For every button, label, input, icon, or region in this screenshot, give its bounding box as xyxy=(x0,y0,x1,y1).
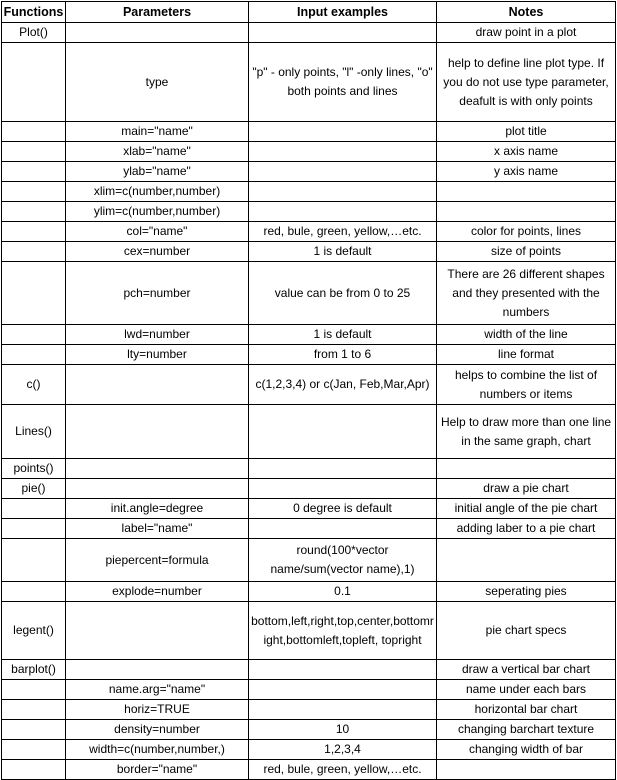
table-row xyxy=(2,162,616,182)
cell-parameter: main="name" xyxy=(66,122,249,142)
cell-input xyxy=(249,680,437,700)
cell-notes: helps to combine the list of numbers or items xyxy=(437,365,616,405)
table-row xyxy=(2,459,616,479)
cell-function xyxy=(2,43,66,122)
table-row xyxy=(2,182,616,202)
cell-function xyxy=(2,345,66,365)
cell-notes: There are 26 different shapes and they presented with the numbers xyxy=(437,262,616,325)
col-header-notes: Notes xyxy=(437,2,616,23)
cell-notes xyxy=(437,182,616,202)
cell-function: legent() xyxy=(2,602,66,660)
cell-input: 1 is default xyxy=(249,242,437,262)
cell-notes: line format xyxy=(437,345,616,365)
table-row xyxy=(2,345,616,365)
table-row xyxy=(2,519,616,539)
cell-notes: x axis name xyxy=(437,142,616,162)
cell-function: Lines() xyxy=(2,405,66,459)
table-row xyxy=(2,242,616,262)
cell-parameter xyxy=(66,23,249,43)
cell-parameter: lwd=number xyxy=(66,325,249,345)
cell-function: barplot() xyxy=(2,660,66,680)
table-row xyxy=(2,602,616,660)
col-header-parameters: Parameters xyxy=(66,2,249,23)
cell-parameter: init.angle=degree xyxy=(66,499,249,519)
cell-input: value can be from 0 to 25 xyxy=(249,262,437,325)
cell-parameter xyxy=(66,459,249,479)
cell-notes xyxy=(437,202,616,222)
cell-input: 1,2,3,4 xyxy=(249,740,437,760)
table-row xyxy=(2,479,616,499)
cell-input xyxy=(249,142,437,162)
cell-notes xyxy=(437,539,616,582)
table-row xyxy=(2,660,616,680)
cell-parameter: col="name" xyxy=(66,222,249,242)
cell-parameter: cex=number xyxy=(66,242,249,262)
table-row xyxy=(2,582,616,602)
cell-input xyxy=(249,519,437,539)
cell-parameter: type xyxy=(66,43,249,122)
cell-parameter: horiz=TRUE xyxy=(66,700,249,720)
cell-function xyxy=(2,519,66,539)
table-row xyxy=(2,720,616,740)
table-row xyxy=(2,740,616,760)
cell-parameter: lty=number xyxy=(66,345,249,365)
cell-notes: horizontal bar chart xyxy=(437,700,616,720)
cell-parameter: ylim=c(number,number) xyxy=(66,202,249,222)
cell-function: pie() xyxy=(2,479,66,499)
table-row xyxy=(2,122,616,142)
cell-notes: adding laber to a pie chart xyxy=(437,519,616,539)
cell-input xyxy=(249,122,437,142)
cell-notes: draw a pie chart xyxy=(437,479,616,499)
cell-function xyxy=(2,680,66,700)
cell-parameter xyxy=(66,405,249,459)
cell-notes: changing barchart texture xyxy=(437,720,616,740)
cell-parameter: name.arg="name" xyxy=(66,680,249,700)
cell-function xyxy=(2,760,66,780)
table-row xyxy=(2,365,616,405)
cell-notes: Help to draw more than one line in the same graph, chart xyxy=(437,405,616,459)
table-row xyxy=(2,499,616,519)
cell-parameter: xlab="name" xyxy=(66,142,249,162)
cell-function xyxy=(2,222,66,242)
cell-input: red, bule, green, yellow,…etc. xyxy=(249,760,437,780)
cell-input: 0.1 xyxy=(249,582,437,602)
cell-input: round(100*vector name/sum(vector name),1) xyxy=(249,539,437,582)
cell-notes: seperating pies xyxy=(437,582,616,602)
cell-parameter xyxy=(66,602,249,660)
cell-function: Plot() xyxy=(2,23,66,43)
table-row xyxy=(2,142,616,162)
cell-function xyxy=(2,740,66,760)
cell-function xyxy=(2,182,66,202)
cell-parameter: xlim=c(number,number) xyxy=(66,182,249,202)
cell-notes: changing width of bar xyxy=(437,740,616,760)
cell-input xyxy=(249,202,437,222)
cell-notes xyxy=(437,760,616,780)
cell-parameter xyxy=(66,479,249,499)
table-row xyxy=(2,202,616,222)
cell-input xyxy=(249,182,437,202)
cell-notes: pie chart specs xyxy=(437,602,616,660)
cell-function xyxy=(2,325,66,345)
cell-input: red, bule, green, yellow,…etc. xyxy=(249,222,437,242)
cell-input: bottom,left,right,top,center,bottomright,bottomleft,topleft, topright xyxy=(249,602,437,660)
cell-parameter xyxy=(66,660,249,680)
cell-notes: size of points xyxy=(437,242,616,262)
table-row xyxy=(2,405,616,459)
table-row xyxy=(2,680,616,700)
table-row xyxy=(2,23,616,43)
cell-input xyxy=(249,405,437,459)
cell-notes: name under each bars xyxy=(437,680,616,700)
cell-function xyxy=(2,582,66,602)
cell-notes: help to define line plot type. If you do not use type parameter, deafult is with only points xyxy=(437,43,616,122)
cell-input: c(1,2,3,4) or c(Jan, Feb,Mar,Apr) xyxy=(249,365,437,405)
cell-function xyxy=(2,202,66,222)
cell-function xyxy=(2,162,66,182)
table-row xyxy=(2,539,616,582)
cell-function xyxy=(2,499,66,519)
cell-input: from 1 to 6 xyxy=(249,345,437,365)
col-header-input-examples: Input examples xyxy=(249,2,437,23)
cell-function xyxy=(2,720,66,740)
cell-function xyxy=(2,242,66,262)
cell-function xyxy=(2,700,66,720)
cell-notes: width of the line xyxy=(437,325,616,345)
cell-parameter: pch=number xyxy=(66,262,249,325)
cell-notes: plot title xyxy=(437,122,616,142)
cell-input xyxy=(249,479,437,499)
cell-parameter: label="name" xyxy=(66,519,249,539)
cell-input: 0 degree is default xyxy=(249,499,437,519)
cell-input xyxy=(249,23,437,43)
cell-parameter: explode=number xyxy=(66,582,249,602)
cell-function xyxy=(2,539,66,582)
header-row xyxy=(2,2,616,23)
cell-notes: draw a vertical bar chart xyxy=(437,660,616,680)
cell-function xyxy=(2,122,66,142)
cell-function xyxy=(2,262,66,325)
cell-input: "p" - only points, "l" -only lines, "o" both points and lines xyxy=(249,43,437,122)
cell-notes: initial angle of the pie chart xyxy=(437,499,616,519)
cell-input xyxy=(249,162,437,182)
cell-input: 1 is default xyxy=(249,325,437,345)
cell-parameter: ylab="name" xyxy=(66,162,249,182)
table-row xyxy=(2,222,616,242)
cell-function xyxy=(2,142,66,162)
cell-input xyxy=(249,700,437,720)
table-row xyxy=(2,262,616,325)
cell-notes: color for points, lines xyxy=(437,222,616,242)
cell-function: c() xyxy=(2,365,66,405)
cell-input: 10 xyxy=(249,720,437,740)
cell-notes xyxy=(437,459,616,479)
cell-input xyxy=(249,459,437,479)
r-functions-reference-table xyxy=(1,1,616,780)
cell-function: points() xyxy=(2,459,66,479)
cell-parameter: density=number xyxy=(66,720,249,740)
cell-parameter xyxy=(66,365,249,405)
table-row xyxy=(2,43,616,122)
table-row xyxy=(2,760,616,780)
cell-input xyxy=(249,660,437,680)
cell-notes: y axis name xyxy=(437,162,616,182)
cell-parameter: piepercent=formula xyxy=(66,539,249,582)
col-header-functions: Functions xyxy=(2,2,66,23)
table-row xyxy=(2,325,616,345)
cell-parameter: width=c(number,number,) xyxy=(66,740,249,760)
cell-notes: draw point in a plot xyxy=(437,23,616,43)
cell-parameter: border="name" xyxy=(66,760,249,780)
table-row xyxy=(2,700,616,720)
table-body xyxy=(2,23,616,780)
